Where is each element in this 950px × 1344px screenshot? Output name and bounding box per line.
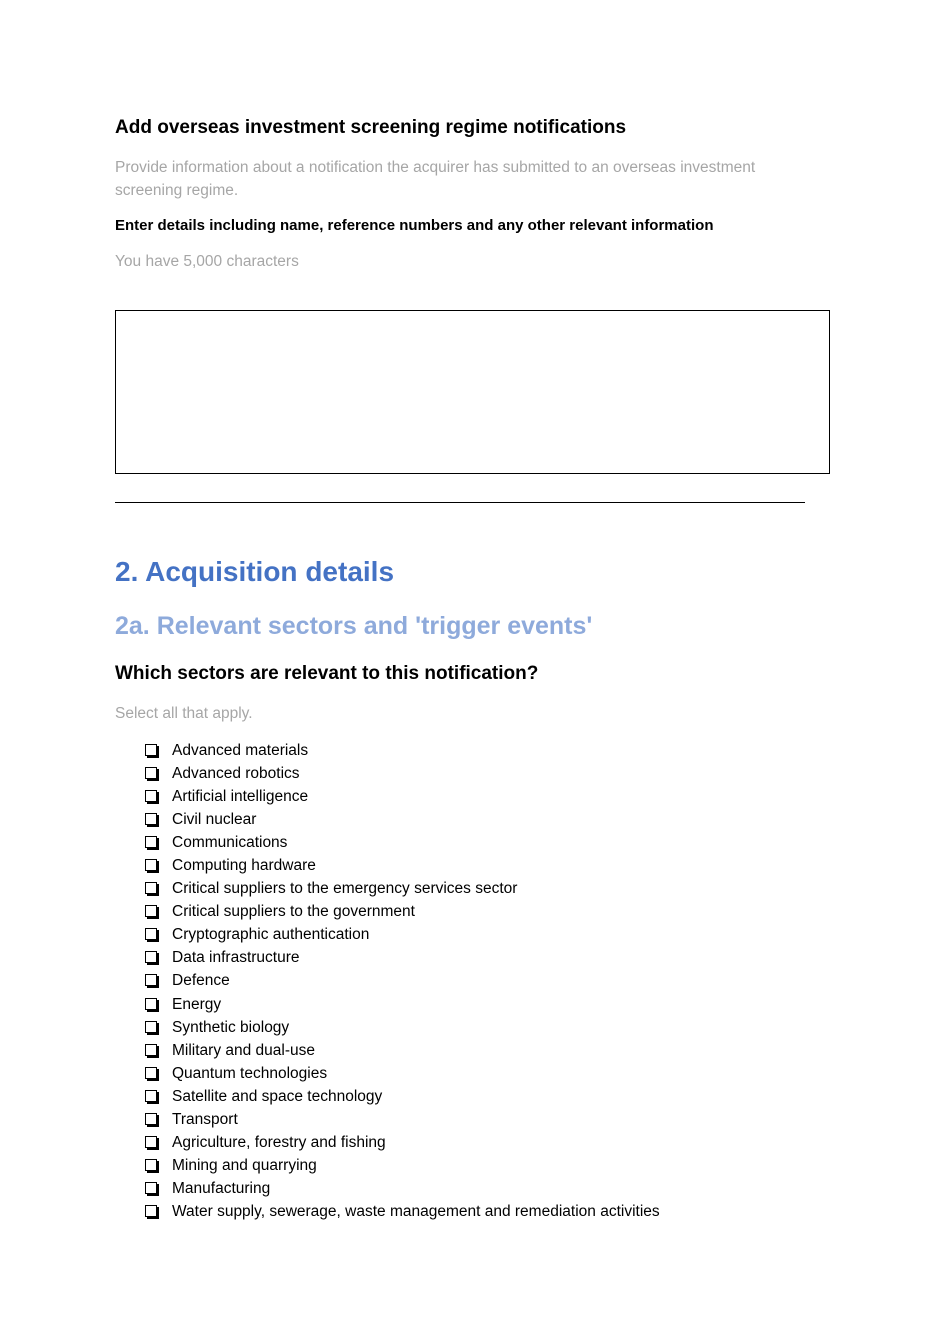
sector-option[interactable]	[145, 1016, 660, 1039]
checkbox-icon[interactable]	[145, 744, 157, 756]
sector-option-label: Military and dual-use	[172, 1041, 316, 1059]
sector-option[interactable]	[145, 785, 660, 808]
sector-option[interactable]	[145, 1062, 660, 1085]
checkbox-icon[interactable]	[145, 813, 157, 825]
checkbox-icon[interactable]	[145, 928, 157, 940]
sector-option[interactable]	[145, 762, 660, 785]
sector-option[interactable]	[145, 901, 660, 924]
sector-option[interactable]	[145, 808, 660, 831]
sector-option[interactable]	[145, 970, 660, 993]
sector-option-label: Communications	[172, 833, 288, 851]
sector-option[interactable]	[145, 1155, 660, 1178]
checkbox-icon[interactable]	[145, 836, 157, 848]
checkbox-icon[interactable]	[145, 1044, 157, 1056]
sector-option-label: Energy	[172, 995, 222, 1013]
sector-option-label: Advanced robotics	[172, 764, 300, 782]
sectors-hint: Select all that apply.	[115, 705, 253, 722]
sector-option-label: Data infrastructure	[172, 949, 300, 967]
section-divider	[115, 502, 805, 503]
sector-option[interactable]	[145, 993, 660, 1016]
sector-option[interactable]	[145, 831, 660, 854]
sector-option-label: Artificial intelligence	[172, 787, 309, 805]
checkbox-icon[interactable]	[145, 974, 157, 986]
sector-option-label: Critical suppliers to the government	[172, 903, 415, 921]
checkbox-icon[interactable]	[145, 790, 157, 802]
sector-option[interactable]	[145, 1085, 660, 1108]
details-field-label: Enter details including name, reference numbers and any other relevant information	[115, 217, 714, 234]
checkbox-icon[interactable]	[145, 882, 157, 894]
checkbox-icon[interactable]	[145, 905, 157, 917]
sector-option-label: Satellite and space technology	[172, 1087, 383, 1105]
checkbox-icon[interactable]	[145, 1182, 157, 1194]
sector-option[interactable]	[145, 878, 660, 901]
checkbox-icon[interactable]	[145, 998, 157, 1010]
sector-option[interactable]	[145, 854, 660, 877]
sector-checkbox-list	[145, 739, 660, 1224]
sector-option[interactable]	[145, 1109, 660, 1132]
sector-option[interactable]	[145, 1201, 660, 1224]
notifications-hint: Provide information about a notification the acquirer has submitted to an overseas investment screening regime.	[115, 159, 756, 199]
sector-option-label: Transport	[172, 1111, 238, 1129]
sector-option[interactable]	[145, 739, 660, 762]
sector-option-label: Computing hardware	[172, 857, 316, 875]
sector-option-label: Mining and quarrying	[172, 1157, 317, 1175]
checkbox-icon[interactable]	[145, 1159, 157, 1171]
sector-option[interactable]	[145, 924, 660, 947]
sector-option[interactable]	[145, 947, 660, 970]
sector-option-label: Water supply, sewerage, waste management and remediation activities	[172, 1203, 660, 1221]
character-count-hint: You have 5,000 characters	[115, 253, 299, 270]
sector-option-label: Cryptographic authentication	[172, 926, 370, 944]
sector-option-label: Agriculture, forestry and fishing	[172, 1134, 386, 1152]
sector-option-label: Advanced materials	[172, 741, 309, 759]
checkbox-icon[interactable]	[145, 1067, 157, 1079]
sector-option[interactable]	[145, 1178, 660, 1201]
checkbox-icon[interactable]	[145, 1136, 157, 1148]
checkbox-icon[interactable]	[145, 1090, 157, 1102]
sectors-question-heading: Which sectors are relevant to this notification?	[115, 663, 539, 684]
sector-option-label: Critical suppliers to the emergency services sector	[172, 880, 518, 898]
checkbox-icon[interactable]	[145, 1205, 157, 1217]
section-heading: 2. Acquisition details	[115, 556, 395, 587]
sector-option-label: Civil nuclear	[172, 810, 257, 828]
checkbox-icon[interactable]	[145, 767, 157, 779]
checkbox-icon[interactable]	[145, 1021, 157, 1033]
checkbox-icon[interactable]	[145, 859, 157, 871]
sector-option[interactable]	[145, 1132, 660, 1155]
checkbox-icon[interactable]	[145, 1113, 157, 1125]
checkbox-icon[interactable]	[145, 951, 157, 963]
details-textarea[interactable]	[115, 310, 830, 474]
subsection-heading: 2a. Relevant sectors and 'trigger events'	[115, 612, 593, 640]
sector-option-label: Quantum technologies	[172, 1064, 328, 1082]
notifications-heading: Add overseas investment screening regime notifications	[115, 117, 627, 138]
sector-option-label: Manufacturing	[172, 1180, 271, 1198]
sector-option[interactable]	[145, 1039, 660, 1062]
sector-option-label: Synthetic biology	[172, 1018, 290, 1036]
sector-option-label: Defence	[172, 972, 230, 990]
